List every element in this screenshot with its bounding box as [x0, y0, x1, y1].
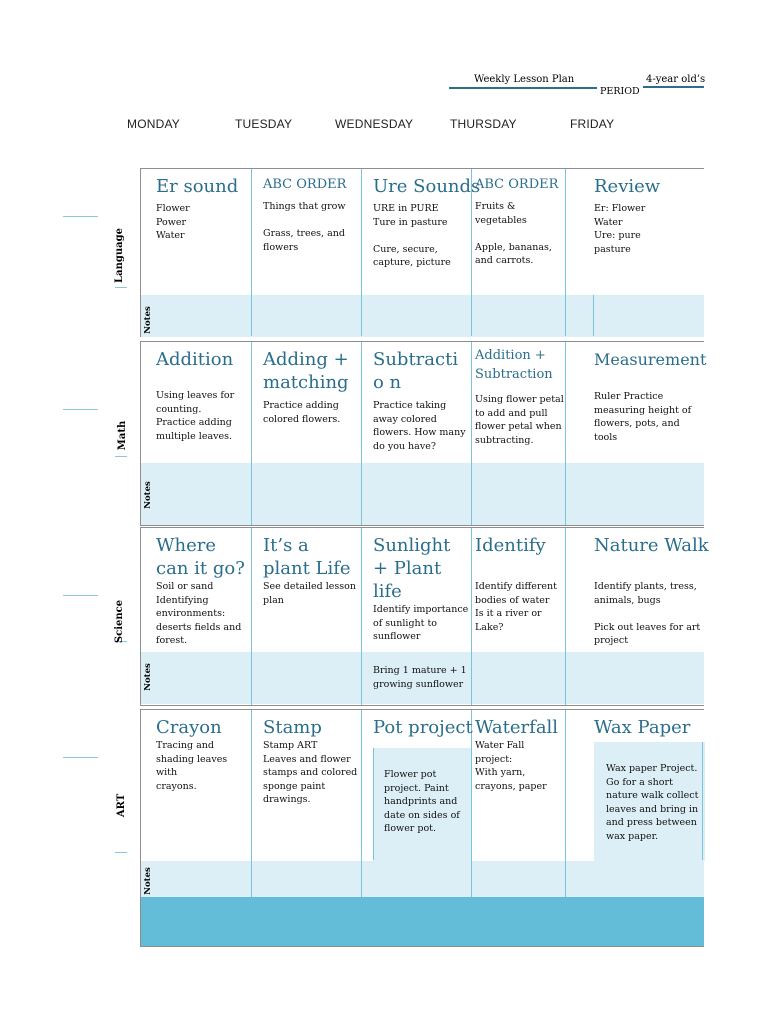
age-underline	[643, 86, 704, 88]
lesson-cell	[373, 348, 467, 453]
lesson-title: Sunlight + Plant life	[373, 535, 451, 602]
lesson-title: Measurement	[594, 350, 707, 369]
lesson-text: Stamp ART Leaves and flower stamps and colored sponge paint drawings.	[263, 740, 358, 805]
lesson-cell	[373, 534, 471, 644]
lesson-text: Tracing and shading leaves with crayons.	[156, 740, 228, 792]
side-rule	[115, 852, 127, 853]
lesson-text: Identify plants, tress, animals, bugs Pick out leaves for art project	[594, 581, 701, 646]
column-divider	[361, 169, 362, 336]
column-divider	[361, 710, 362, 897]
side-rule	[63, 216, 98, 217]
notes-entry	[373, 664, 471, 691]
lesson-cell	[475, 346, 565, 447]
footer-band	[140, 897, 704, 947]
lesson-cell	[263, 348, 361, 426]
lesson-text: Fruits & vegetables Apple, bananas, and carrots.	[475, 201, 552, 266]
language-section: Notes Er sound Flower Power Water ABC ORDER Things that grow Grass, trees, and flowers Ure Sounds URE in PURE Ture in pasture Cure, secure, capture, picture ABC ORDER Fruits & vegetables Apple, bananas, and carrots. Review Er: Flower Water Ure: pure pasture	[140, 168, 704, 337]
lesson-title: Where can it go?	[156, 535, 245, 579]
column-divider	[251, 169, 252, 336]
column-divider	[251, 528, 252, 705]
lesson-cell	[594, 175, 702, 256]
lesson-title: It’s a plant Life	[263, 535, 351, 579]
lesson-text: Using flower petal to add and pull flower petal when subtracting.	[475, 394, 564, 446]
side-rule	[63, 595, 98, 596]
lesson-text: Identify importance of sunlight to sunflower	[373, 604, 469, 642]
lesson-title: Ure Sounds	[373, 176, 481, 197]
lesson-cell	[263, 175, 361, 254]
day-tuesday: TUESDAY	[235, 117, 293, 131]
column-divider	[361, 342, 362, 525]
lesson-title: Identify	[475, 535, 546, 556]
lesson-text: Practice adding colored flowers.	[263, 400, 341, 425]
art-section: Notes Crayon Tracing and shading leaves with crayons. Stamp Stamp ART Leaves and flower stamps and colored sponge paint drawings. Pot project Flower pot project. Paint handprints and date on sides of flower pot. Waterfall Water Fall project: With yarn, crayons, paper Wax Paper Wax paper Project. Go for a short nature walk collect leaves and bring in and press between wax paper.	[140, 709, 704, 897]
column-divider	[471, 528, 472, 705]
lesson-cell	[373, 175, 481, 270]
side-rule	[63, 757, 98, 758]
lesson-title: Stamp	[263, 717, 322, 738]
notes-band	[141, 463, 704, 525]
lesson-title: Pot project	[373, 717, 473, 738]
notes-band	[141, 295, 704, 337]
column-divider	[702, 742, 703, 860]
notes-band	[141, 861, 704, 898]
lesson-cell	[594, 348, 707, 444]
lesson-title: Wax Paper	[594, 717, 691, 738]
lesson-text: Water Fall project: With yarn, crayons, paper	[475, 740, 547, 792]
lesson-cell	[475, 716, 565, 793]
lesson-title: Crayon	[156, 717, 222, 738]
side-rule	[115, 287, 127, 288]
lesson-text: URE in PURE Ture in pasture Cure, secure, capture, picture	[373, 203, 451, 268]
lesson-text: Soil or sand Identifying environments: deserts fields and forest.	[156, 581, 242, 646]
lesson-text: Flower Power Water	[156, 203, 190, 241]
lesson-title: Addition	[156, 349, 234, 370]
lesson-text: See detailed lesson plan	[263, 581, 357, 606]
title-underline	[449, 87, 597, 89]
lesson-cell	[475, 175, 563, 268]
day-friday: FRIDAY	[570, 117, 615, 131]
math-section: Notes Addition Using leaves for counting. Practice adding multiple leaves. Adding + matching Practice adding colored flowers. Subtractio n Practice taking away colored flowers. How many do you have? Addition + Subtraction Using flower petal to add and pull flower petal when subtracting. Measurement Ruler Practice measuring height of flowers, pots, and tools	[140, 341, 704, 526]
lesson-cell	[606, 762, 702, 843]
day-wednesday: WEDNESDAY	[335, 117, 414, 131]
lesson-title: Waterfall	[475, 717, 559, 738]
column-divider	[361, 528, 362, 705]
lesson-cell	[384, 768, 470, 836]
lesson-cell	[156, 534, 251, 648]
notes-text: Bring 1 mature + 1 growing sunflower	[373, 665, 467, 690]
lesson-cell	[156, 175, 251, 243]
lesson-cell	[156, 348, 251, 443]
column-divider	[565, 169, 566, 336]
lesson-title: Adding + matching	[263, 349, 349, 393]
column-divider	[251, 710, 252, 897]
lesson-cell	[475, 534, 565, 634]
age-group: 4-year old’s	[646, 74, 706, 85]
lesson-text: Identify different bodies of water Is it a river or Lake?	[475, 581, 557, 633]
day-monday: MONDAY	[127, 117, 180, 131]
lesson-text: Using leaves for counting. Practice adding multiple leaves.	[156, 390, 235, 442]
column-divider	[565, 342, 566, 525]
lesson-text: Er: Flower Water Ure: pure pasture	[594, 203, 646, 255]
lesson-cell	[263, 716, 361, 807]
plan-title: Weekly Lesson Plan	[474, 74, 575, 85]
lesson-cell	[594, 716, 704, 739]
column-divider	[565, 528, 566, 705]
side-rule	[115, 456, 127, 457]
lesson-text: Things that grow Grass, trees, and flowers	[263, 201, 346, 253]
lesson-text: Practice taking away colored flowers. How many do you have?	[373, 400, 466, 452]
column-divider	[251, 342, 252, 525]
column-divider	[565, 710, 566, 897]
lesson-text: Ruler Practice measuring height of flowers, pots, and tools	[594, 391, 692, 443]
lesson-title: Addition + Subtraction	[475, 348, 553, 382]
science-section: Notes Where can it go? Soil or sand Identifying environments: deserts fields and forest. It’s a plant Life See detailed lesson plan Sunlight + Plant life Identify importance of sunlight to sunflower Identify Identify different bodies of water Is it a river or Lake? Nature Walk Identify plants, tress, animals, bugs Pick out leaves for art project Bring 1 mature + 1 growing sunflower	[140, 527, 704, 706]
lesson-cell	[263, 534, 361, 607]
lesson-title: ABC ORDER	[475, 177, 559, 192]
period-label: PERIOD	[600, 86, 640, 97]
lesson-cell	[594, 534, 709, 648]
column-divider	[593, 295, 594, 336]
day-thursday: THURSDAY	[450, 117, 517, 131]
lesson-title: Nature Walk	[594, 535, 709, 556]
column-divider	[471, 342, 472, 525]
lesson-cell	[156, 716, 251, 793]
column-divider	[373, 748, 374, 860]
side-rule	[63, 409, 98, 410]
lesson-text: Wax paper Project. Go for a short nature walk collect leaves and bring in and press between wax paper.	[606, 763, 699, 842]
lesson-title: Review	[594, 176, 661, 197]
lesson-text: Flower pot project. Paint handprints and date on sides of flower pot.	[384, 769, 460, 834]
lesson-cell	[373, 716, 473, 739]
lesson-title: Er sound	[156, 176, 239, 197]
lesson-title: Subtractio n	[373, 349, 459, 393]
lesson-title: ABC ORDER	[263, 177, 347, 192]
